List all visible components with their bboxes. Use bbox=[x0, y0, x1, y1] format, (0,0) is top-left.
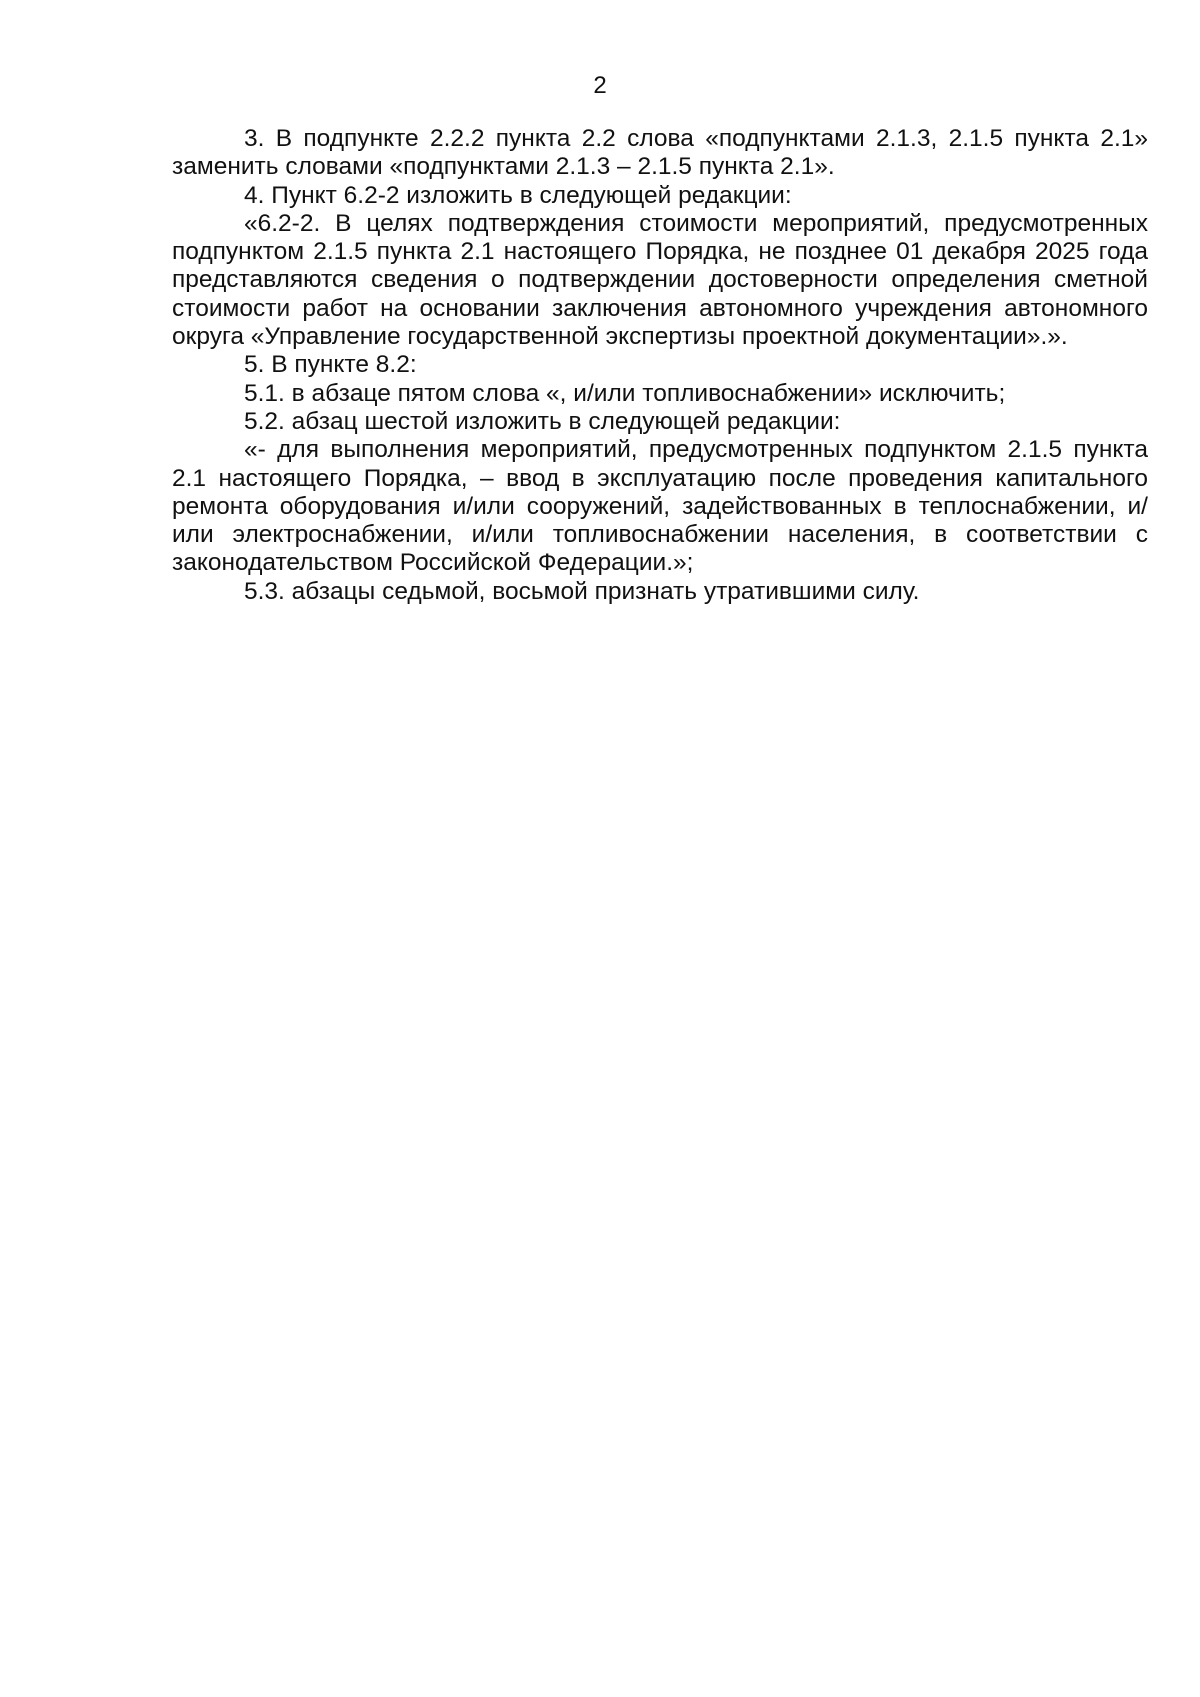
paragraph-5-heading: 5. В пункте 8.2: bbox=[244, 351, 417, 379]
paragraph-5-1: 5.1. в абзаце пятом слова «, и/или топливоснабжении» исключить; bbox=[244, 379, 1006, 407]
paragraph-4-new-text-6-2-2: «6.2-2. В целях подтверждения стоимости мероприятий, предусмотренных подпунктом 2.1.5 пункта 2.1 настоящего Порядка, не позднее 01 декабря 2025 года представляются сведения о подтверждении достоверности определения сметной стоимости работ на основании заключения автономного учреждения автономного округа «Управление государственной экспертизы проектной документации».». bbox=[172, 209, 1148, 351]
paragraph-5-2-new-text: «- для выполнения мероприятий, предусмотренных подпунктом 2.1.5 пункта 2.1 настоящего Порядка, – ввод в эксплуатацию после проведения капитального ремонта оборудования и/или сооружений, задействованных в теплоснабжении, и/или электроснабжении, и/или топливоснабжении населения, в соответствии с законодательством Российской Федерации.»; bbox=[172, 436, 1148, 577]
paragraph-3-amendment-2-2-2: 3. В подпункте 2.2.2 пункта 2.2 слова «подпунктами 2.1.3, 2.1.5 пункта 2.1» заменить словами «подпунктами 2.1.3 – 2.1.5 пункта 2.1». bbox=[172, 125, 1148, 181]
paragraph-5-2: 5.2. абзац шестой изложить в следующей редакции: bbox=[244, 407, 841, 435]
paragraph-5-3: 5.3. абзацы седьмой, восьмой признать утратившими силу. bbox=[244, 577, 920, 605]
paragraph-4-heading: 4. Пункт 6.2-2 изложить в следующей редакции: bbox=[244, 181, 792, 209]
page-number: 2 bbox=[593, 72, 607, 99]
document-body bbox=[172, 125, 1148, 606]
